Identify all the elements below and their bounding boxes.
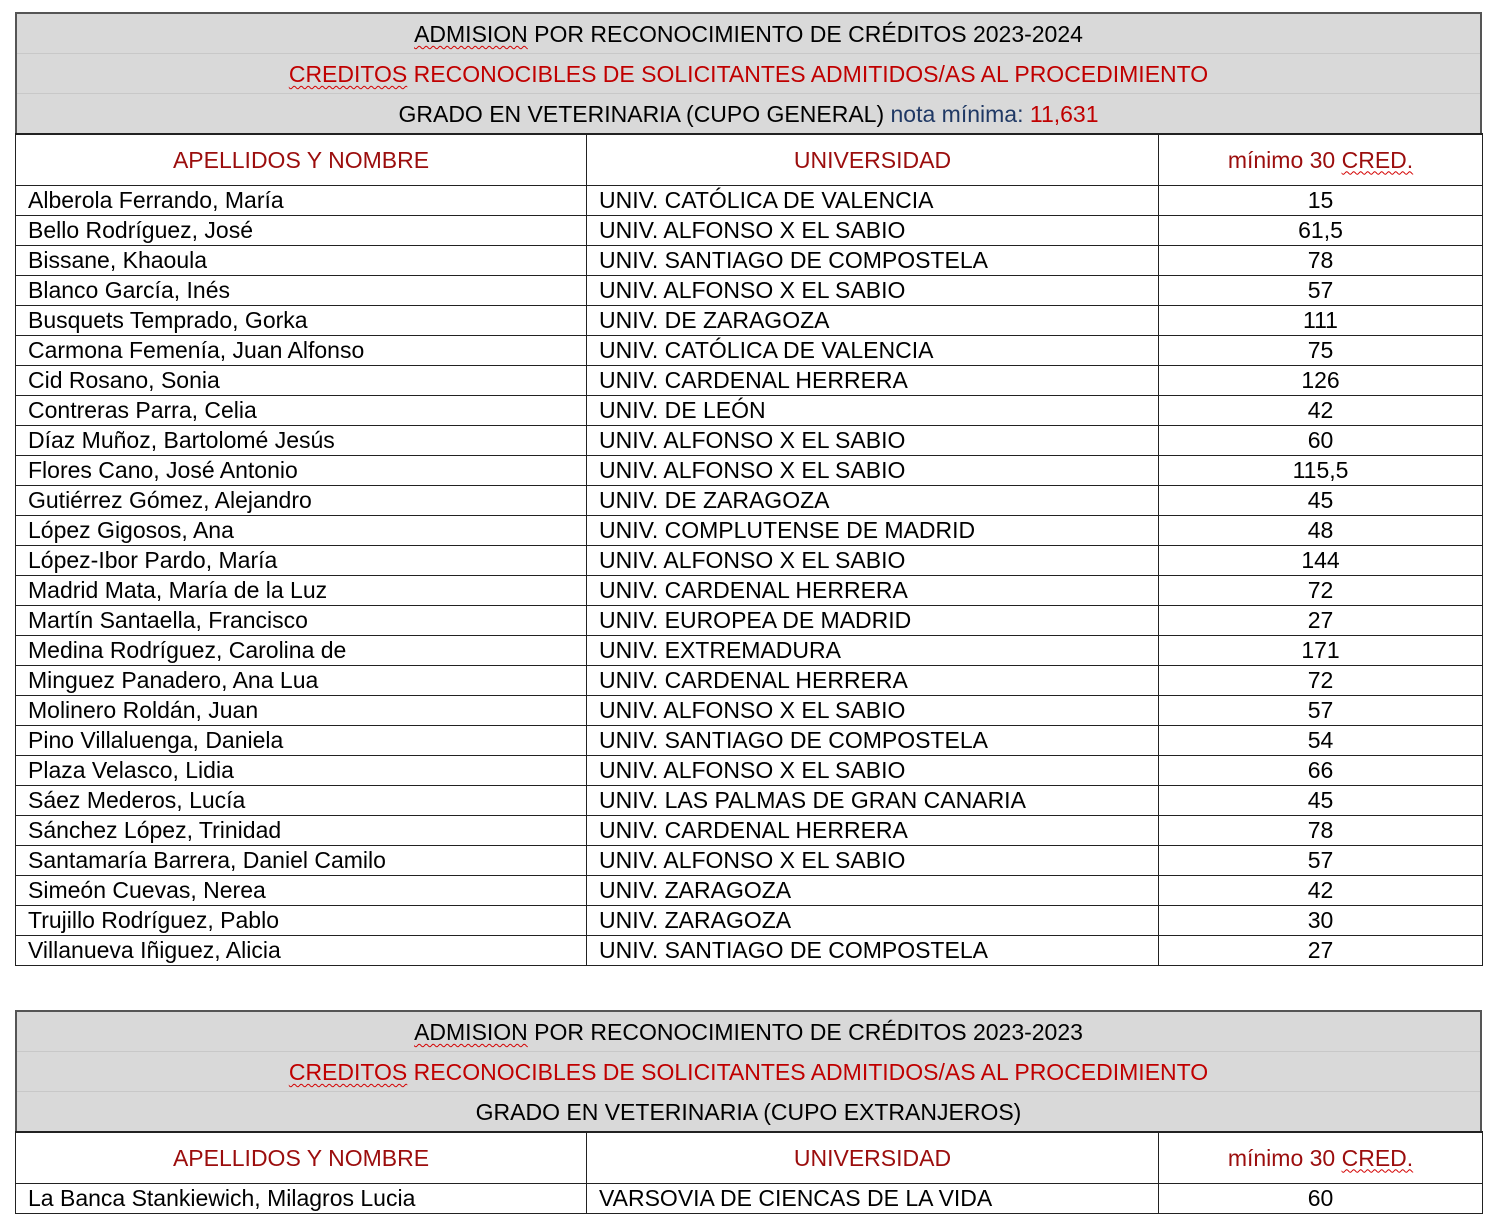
cell-credits: 30	[1159, 906, 1483, 936]
cell-university: UNIV. CATÓLICA DE VALENCIA	[587, 336, 1159, 366]
cell-university: UNIV. ALFONSO X EL SABIO	[587, 276, 1159, 306]
cell-university: UNIV. ALFONSO X EL SABIO	[587, 216, 1159, 246]
cell-credits: 48	[1159, 516, 1483, 546]
table-row	[16, 696, 1483, 726]
cell-credits: 115,5	[1159, 456, 1483, 486]
cell-university: UNIV. SANTIAGO DE COMPOSTELA	[587, 726, 1159, 756]
cell-credits: 54	[1159, 726, 1483, 756]
cell-university: UNIV. ZARAGOZA	[587, 906, 1159, 936]
cell-name: Alberola Ferrando, María	[16, 186, 587, 216]
cell-name: Gutiérrez Gómez, Alejandro	[16, 486, 587, 516]
table-row	[16, 876, 1483, 906]
cell-credits: 78	[1159, 246, 1483, 276]
cell-credits: 45	[1159, 486, 1483, 516]
table-row	[16, 186, 1483, 216]
cell-university: UNIV. DE ZARAGOZA	[587, 486, 1159, 516]
cell-credits: 66	[1159, 756, 1483, 786]
cell-name: López Gigosos, Ana	[16, 516, 587, 546]
admission-table-general	[15, 12, 1482, 966]
cell-credits: 57	[1159, 846, 1483, 876]
cell-credits: 61,5	[1159, 216, 1483, 246]
table-row	[16, 216, 1483, 246]
table-row	[16, 456, 1483, 486]
cell-name: López-Ibor Pardo, María	[16, 546, 587, 576]
cell-university: UNIV. COMPLUTENSE DE MADRID	[587, 516, 1159, 546]
cell-name: Minguez Panadero, Ana Lua	[16, 666, 587, 696]
cell-university: UNIV. SANTIAGO DE COMPOSTELA	[587, 936, 1159, 966]
cell-name: Bello Rodríguez, José	[16, 216, 587, 246]
column-header-credits: mínimo 30 CRED.	[1159, 134, 1483, 186]
cell-name: Bissane, Khaoula	[16, 246, 587, 276]
cell-university: UNIV. CATÓLICA DE VALENCIA	[587, 186, 1159, 216]
cell-name: Plaza Velasco, Lidia	[16, 756, 587, 786]
cell-university: UNIV. CARDENAL HERRERA	[587, 576, 1159, 606]
column-header-name: APELLIDOS Y NOMBRE	[16, 134, 587, 186]
cell-name: Cid Rosano, Sonia	[16, 366, 587, 396]
cell-name: Martín Santaella, Francisco	[16, 606, 587, 636]
cell-credits: 57	[1159, 696, 1483, 726]
column-header-row	[16, 1132, 1483, 1184]
cell-credits: 42	[1159, 396, 1483, 426]
cell-university: UNIV. CARDENAL HERRERA	[587, 366, 1159, 396]
cell-name: Sáez Mederos, Lucía	[16, 786, 587, 816]
cell-university: UNIV. DE LEÓN	[587, 396, 1159, 426]
cell-name: La Banca Stankiewich, Milagros Lucia	[16, 1184, 587, 1214]
cell-credits: 75	[1159, 336, 1483, 366]
cell-name: Carmona Femenía, Juan Alfonso	[16, 336, 587, 366]
table-row	[16, 516, 1483, 546]
column-header-university: UNIVERSIDAD	[587, 1132, 1159, 1184]
cell-university: UNIV. CARDENAL HERRERA	[587, 816, 1159, 846]
table-row	[16, 726, 1483, 756]
cell-university: UNIV. ALFONSO X EL SABIO	[587, 846, 1159, 876]
cell-university: UNIV. SANTIAGO DE COMPOSTELA	[587, 246, 1159, 276]
cell-name: Santamaría Barrera, Daniel Camilo	[16, 846, 587, 876]
cell-credits: 60	[1159, 426, 1483, 456]
cell-name: Medina Rodríguez, Carolina de	[16, 636, 587, 666]
nota-minima-label: nota mínima:	[890, 101, 1030, 127]
cell-name: Simeón Cuevas, Nerea	[16, 876, 587, 906]
cell-name: Flores Cano, José Antonio	[16, 456, 587, 486]
cell-credits: 45	[1159, 786, 1483, 816]
table-row	[16, 336, 1483, 366]
degree-line: GRADO EN VETERINARIA (CUPO GENERAL) nota mínima: 11,631	[398, 101, 1099, 127]
cell-university: UNIV. ZARAGOZA	[587, 876, 1159, 906]
cell-university: VARSOVIA DE CIENCAS DE LA VIDA	[587, 1184, 1159, 1214]
table-row	[16, 846, 1483, 876]
cell-university: UNIV. ALFONSO X EL SABIO	[587, 546, 1159, 576]
document-subtitle: CREDITOS RECONOCIBLES DE SOLICITANTES ADMITIDOS/AS AL PROCEDIMIENTO	[17, 1052, 1480, 1092]
cell-credits: 78	[1159, 816, 1483, 846]
cell-credits: 15	[1159, 186, 1483, 216]
cell-name: Madrid Mata, María de la Luz	[16, 576, 587, 606]
table-row	[16, 906, 1483, 936]
nota-minima-value: 11,631	[1029, 101, 1099, 127]
table-header-band	[15, 1010, 1482, 1131]
table-row	[16, 666, 1483, 696]
table-row	[16, 936, 1483, 966]
cell-credits: 72	[1159, 666, 1483, 696]
table-row	[16, 606, 1483, 636]
cell-credits: 111	[1159, 306, 1483, 336]
table-row	[16, 366, 1483, 396]
table-row	[16, 546, 1483, 576]
cell-university: UNIV. DE ZARAGOZA	[587, 306, 1159, 336]
cell-university: UNIV. EXTREMADURA	[587, 636, 1159, 666]
cell-name: Blanco García, Inés	[16, 276, 587, 306]
table-row	[16, 1184, 1483, 1214]
table-row	[16, 576, 1483, 606]
cell-credits: 27	[1159, 606, 1483, 636]
document-title: ADMISION POR RECONOCIMIENTO DE CRÉDITOS 2023-2023	[17, 1012, 1480, 1052]
table-row	[16, 756, 1483, 786]
table-row	[16, 426, 1483, 456]
table-row	[16, 396, 1483, 426]
cell-credits: 27	[1159, 936, 1483, 966]
cell-name: Sánchez López, Trinidad	[16, 816, 587, 846]
column-header-name: APELLIDOS Y NOMBRE	[16, 1132, 587, 1184]
table-row	[16, 786, 1483, 816]
table-row	[16, 246, 1483, 276]
cell-university: UNIV. CARDENAL HERRERA	[587, 666, 1159, 696]
cell-university: UNIV. ALFONSO X EL SABIO	[587, 696, 1159, 726]
cell-university: UNIV. EUROPEA DE MADRID	[587, 606, 1159, 636]
document-subtitle: CREDITOS RECONOCIBLES DE SOLICITANTES ADMITIDOS/AS AL PROCEDIMIENTO	[17, 54, 1480, 94]
cell-name: Díaz Muñoz, Bartolomé Jesús	[16, 426, 587, 456]
cell-name: Trujillo Rodríguez, Pablo	[16, 906, 587, 936]
cell-credits: 60	[1159, 1184, 1483, 1214]
cell-university: UNIV. ALFONSO X EL SABIO	[587, 456, 1159, 486]
cell-credits: 42	[1159, 876, 1483, 906]
table-row	[16, 306, 1483, 336]
column-header-credits: mínimo 30 CRED.	[1159, 1132, 1483, 1184]
table-header-band	[15, 12, 1482, 133]
cell-name: Pino Villaluenga, Daniela	[16, 726, 587, 756]
document-title: ADMISION POR RECONOCIMIENTO DE CRÉDITOS 2023-2024	[17, 14, 1480, 54]
cell-name: Villanueva Iñiguez, Alicia	[16, 936, 587, 966]
table-row	[16, 636, 1483, 666]
cell-name: Molinero Roldán, Juan	[16, 696, 587, 726]
table-row	[16, 486, 1483, 516]
cell-credits: 126	[1159, 366, 1483, 396]
column-header-university: UNIVERSIDAD	[587, 134, 1159, 186]
column-header-row	[16, 134, 1483, 186]
cell-name: Contreras Parra, Celia	[16, 396, 587, 426]
table-row	[16, 816, 1483, 846]
cell-credits: 144	[1159, 546, 1483, 576]
cell-credits: 72	[1159, 576, 1483, 606]
cell-university: UNIV. LAS PALMAS DE GRAN CANARIA	[587, 786, 1159, 816]
cell-name: Busquets Temprado, Gorka	[16, 306, 587, 336]
degree-line: GRADO EN VETERINARIA (CUPO EXTRANJEROS)	[475, 1099, 1022, 1125]
cell-university: UNIV. ALFONSO X EL SABIO	[587, 426, 1159, 456]
admitted-table	[15, 133, 1483, 966]
admitted-table	[15, 1131, 1483, 1214]
cell-university: UNIV. ALFONSO X EL SABIO	[587, 756, 1159, 786]
table-row	[16, 276, 1483, 306]
cell-credits: 57	[1159, 276, 1483, 306]
admission-table-foreign	[15, 1010, 1482, 1214]
cell-credits: 171	[1159, 636, 1483, 666]
